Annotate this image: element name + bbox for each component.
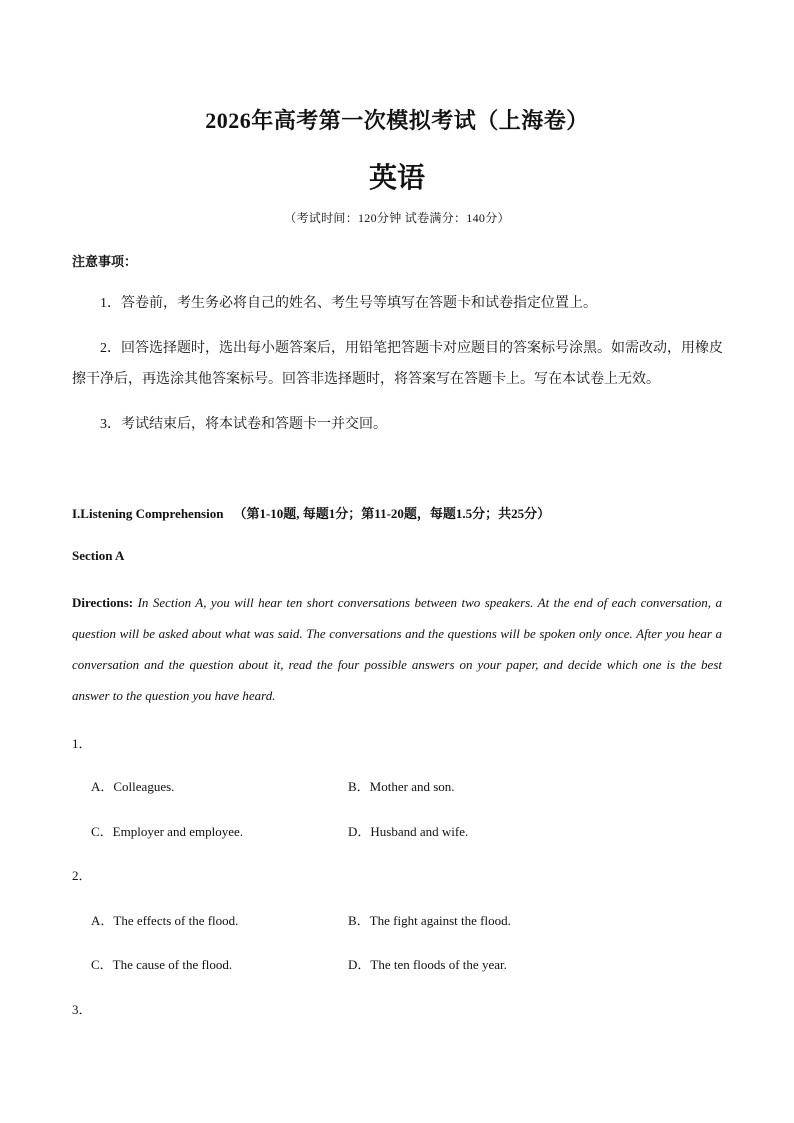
answer-option: A．The effects of the flood. (91, 913, 239, 928)
exam-title: 2026年高考第一次模拟考试（上海卷） (205, 108, 589, 133)
part-title: I.Listening Comprehension (72, 506, 224, 521)
answer-option: B．Mother and son. (348, 779, 455, 794)
answer-option: C．The cause of the flood. (91, 957, 233, 972)
answer-option: C．Employer and employee. (91, 824, 243, 839)
question-number: 1． (72, 736, 92, 751)
notice-item: 1．答卷前，考生务必将自己的姓名、考生号等填写在答题卡和试卷指定位置上。 (100, 296, 597, 311)
question-number: 3． (72, 1002, 92, 1017)
answer-option: A．Colleagues. (91, 779, 175, 794)
notice-item: 2．回答选择题时，选出每小题答案后，用铅笔把答题卡对应题目的答案标号涂黑。如需改动，用橡皮擦干净后，再选涂其他答案标号。回答非选择题时，将答案写在答题卡上。写在本试卷上无效。 (72, 341, 723, 387)
directions-text: In Section A, you will hear ten short conversations between two speakers. At the end of each conversation, a question will be asked about what was said. The conversations and the questions will be spoken only once. After you hear a conversation and the question about it, read the four possible answers on your paper, and decide which one is the best answer to the question you have heard. (72, 595, 722, 703)
answer-option: D．Husband and wife. (348, 824, 469, 839)
directions (72, 587, 722, 711)
exam-info: （考试时间：120分钟 试卷满分：140分） (284, 211, 510, 225)
notice-item: 3．考试结束后，将本试卷和答题卡一并交回。 (100, 417, 387, 432)
subject-title: 英语 (368, 163, 425, 194)
part-scoring: （第1-10题, 每题1分；第11-20题，每题1.5分；共25分） (233, 506, 551, 521)
part-heading (72, 503, 550, 522)
answer-option: B．The fight against the flood. (348, 913, 511, 928)
notice-heading: 注意事项： (72, 254, 138, 269)
question-number: 2． (72, 868, 92, 883)
answer-option: D．The ten floods of the year. (348, 957, 507, 972)
section-heading: Section A (72, 548, 125, 563)
directions-label: Directions: (72, 595, 134, 610)
